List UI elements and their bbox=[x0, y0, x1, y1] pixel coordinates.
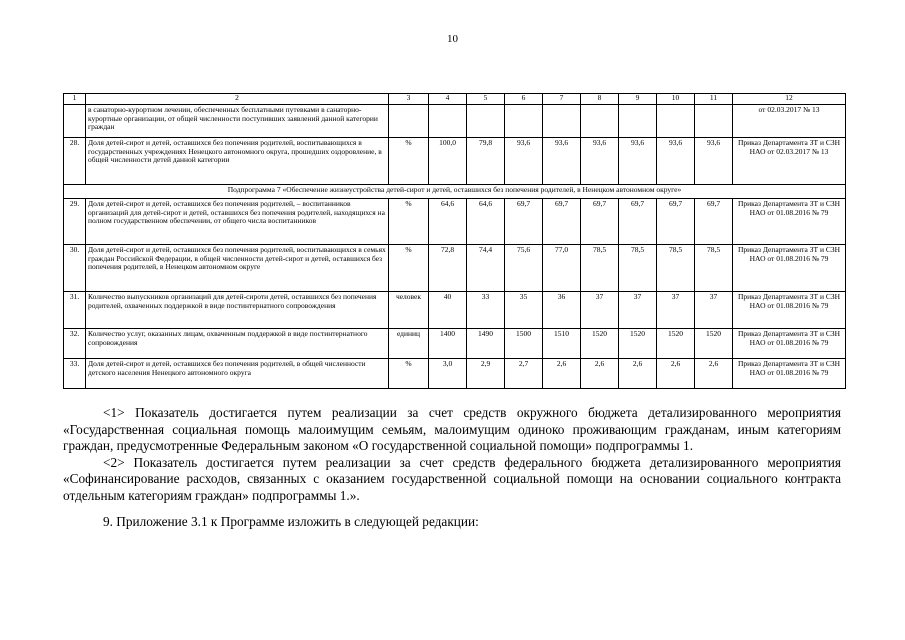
header-cell: 6 bbox=[505, 94, 543, 105]
value-cell: 36 bbox=[543, 292, 581, 329]
subprogram-row bbox=[64, 185, 846, 199]
table-row bbox=[64, 199, 846, 245]
row-number-cell bbox=[64, 105, 86, 138]
value-cell: 69,7 bbox=[543, 199, 581, 245]
value-cell: 1500 bbox=[505, 329, 543, 359]
row-number-cell: 31. bbox=[64, 292, 86, 329]
value-cell: 1400 bbox=[429, 329, 467, 359]
value-cell: 33 bbox=[467, 292, 505, 329]
header-cell: 7 bbox=[543, 94, 581, 105]
source-cell: от 02.03.2017 № 13 bbox=[733, 105, 846, 138]
value-cell: 78,5 bbox=[657, 245, 695, 292]
unit-cell: единиц bbox=[389, 329, 429, 359]
table-row bbox=[64, 105, 846, 138]
indicators-table bbox=[63, 93, 846, 389]
unit-cell: % bbox=[389, 138, 429, 185]
unit-cell: % bbox=[389, 199, 429, 245]
value-cell: 64,6 bbox=[467, 199, 505, 245]
row-number-cell: 28. bbox=[64, 138, 86, 185]
table-row bbox=[64, 245, 846, 292]
unit-cell: человек bbox=[389, 292, 429, 329]
footnote-2: <2> Показатель достигается путем реализации за счет средств федерального бюджета детализированного мероприятия «Софинансирование расходов, связанных с оказанием государственной социальной помощи на основании социального контракта отдельным категориям граждан» подпрограммы 1.». bbox=[63, 454, 841, 503]
source-cell: Приказ Департамента ЗТ и СЗН НАО от 01.08.2016 № 79 bbox=[733, 329, 846, 359]
value-cell: 93,6 bbox=[505, 138, 543, 185]
source-cell: Приказ Департамента ЗТ и СЗН НАО от 01.08.2016 № 79 bbox=[733, 245, 846, 292]
value-cell: 2,6 bbox=[657, 359, 695, 389]
value-cell: 37 bbox=[695, 292, 733, 329]
table-row bbox=[64, 138, 846, 185]
header-cell: 9 bbox=[619, 94, 657, 105]
indicator-text: Доля детей-сирот и детей, оставшихся без попечения родителей, воспитывающихся в государственных учреждениях Ненецкого автономного округа, прошедших оздоровление, в общей численности детей данной категории bbox=[86, 138, 389, 185]
subprogram-title: Подпрограмма 7 «Обеспечение жизнеустройства детей-сирот и детей, оставшихся без попечения родителей, в Ненецком автономном округе» bbox=[64, 185, 846, 199]
value-cell: 93,6 bbox=[619, 138, 657, 185]
header-cell: 11 bbox=[695, 94, 733, 105]
value-cell: 37 bbox=[657, 292, 695, 329]
value-cell: 72,8 bbox=[429, 245, 467, 292]
value-cell: 93,6 bbox=[657, 138, 695, 185]
value-cell: 1510 bbox=[543, 329, 581, 359]
value-cell: 69,7 bbox=[695, 199, 733, 245]
value-cell: 75,6 bbox=[505, 245, 543, 292]
value-cell: 74,4 bbox=[467, 245, 505, 292]
value-cell: 2,6 bbox=[619, 359, 657, 389]
indicator-text: Количество выпускников организаций для детей-сироти детей, оставшихся без попечения родителей, охваченных поддержкой в виде постинтернатного сопровождения bbox=[86, 292, 389, 329]
indicator-text: в санаторно-курортном лечении, обеспеченных бесплатными путевками в санаторно-курортные организации, от общей численности поступивших заявлений данной категории граждан bbox=[86, 105, 389, 138]
indicator-text: Количество услуг, оказанных лицам, охваченным поддержкой в виде постинтернатного сопровождения bbox=[86, 329, 389, 359]
value-cell: 1520 bbox=[581, 329, 619, 359]
value-cell: 77,0 bbox=[543, 245, 581, 292]
value-cell: 69,7 bbox=[505, 199, 543, 245]
value-cell: 3,0 bbox=[429, 359, 467, 389]
value-cell: 64,6 bbox=[429, 199, 467, 245]
value-cell: 93,6 bbox=[543, 138, 581, 185]
value-cell: 78,5 bbox=[581, 245, 619, 292]
row-number-cell: 30. bbox=[64, 245, 86, 292]
value-cell: 37 bbox=[581, 292, 619, 329]
table-row bbox=[64, 292, 846, 329]
value-cell: 40 bbox=[429, 292, 467, 329]
value-cell: 37 bbox=[619, 292, 657, 329]
value-cell: 1520 bbox=[657, 329, 695, 359]
header-cell: 12 bbox=[733, 94, 846, 105]
indicator-text: Доля детей-сирот и детей, оставшихся без попечения родителей, в общей численности детского населения Ненецкого автономного округа bbox=[86, 359, 389, 389]
header-cell: 4 bbox=[429, 94, 467, 105]
value-cell: 79,8 bbox=[467, 138, 505, 185]
value-cell: 100,0 bbox=[429, 138, 467, 185]
footnote-1: <1> Показатель достигается путем реализации за счет средств окружного бюджета детализированного мероприятия «Государственная социальная помощь малоимущим семьям, малоимущим одиноко проживающим гражданам, иным категориям граждан, предусмотренные Федеральным законом «О государственной социальной помощи» подпрограммы 1. bbox=[63, 405, 841, 453]
value-cell: 69,7 bbox=[581, 199, 619, 245]
page-number: 10 bbox=[447, 33, 458, 45]
value-cell: 1490 bbox=[467, 329, 505, 359]
row-number-cell: 29. bbox=[64, 199, 86, 245]
header-cell: 8 bbox=[581, 94, 619, 105]
value-cell: 1520 bbox=[619, 329, 657, 359]
source-cell: Приказ Департамента ЗТ и СЗН НАО от 01.08.2016 № 79 bbox=[733, 359, 846, 389]
unit-cell: % bbox=[389, 245, 429, 292]
table-header-row bbox=[64, 94, 846, 105]
value-cell: 2,9 bbox=[467, 359, 505, 389]
notes-section bbox=[63, 405, 841, 531]
value-cell: 93,6 bbox=[695, 138, 733, 185]
header-cell: 5 bbox=[467, 94, 505, 105]
value-cell: 69,7 bbox=[619, 199, 657, 245]
header-cell: 10 bbox=[657, 94, 695, 105]
row-number-cell: 33. bbox=[64, 359, 86, 389]
table-row bbox=[64, 329, 846, 359]
value-cell: 69,7 bbox=[657, 199, 695, 245]
indicator-text: Доля детей-сирот и детей, оставшихся без попечения родителей, воспитывающихся в семьях граждан Российской Федерации, в общей численности детей-сирот и детей, оставшихся без попечения родителей, в Ненецком автономном округе bbox=[86, 245, 389, 292]
source-cell: Приказ Департамента ЗТ и СЗН НАО от 02.03.2017 № 13 bbox=[733, 138, 846, 185]
value-cell: 35 bbox=[505, 292, 543, 329]
source-cell: Приказ Департамента ЗТ и СЗН НАО от 01.08.2016 № 79 bbox=[733, 292, 846, 329]
value-cell: 2,6 bbox=[543, 359, 581, 389]
value-cell: 2,6 bbox=[581, 359, 619, 389]
row-number-cell: 32. bbox=[64, 329, 86, 359]
value-cell: 2,6 bbox=[695, 359, 733, 389]
indicator-text: Доля детей-сирот и детей, оставшихся без попечения родителей, – воспитанников организаций для детей-сирот и детей, оставшихся без попечения родителей, находящихся на полном государственном обеспечении, от общего числа воспитанников bbox=[86, 199, 389, 245]
unit-cell: % bbox=[389, 359, 429, 389]
header-cell: 1 bbox=[64, 94, 86, 105]
value-cell: 78,5 bbox=[695, 245, 733, 292]
header-cell: 3 bbox=[389, 94, 429, 105]
table-row bbox=[64, 359, 846, 389]
item-9-paragraph: 9. Приложение 3.1 к Программе изложить в следующей редакции: bbox=[103, 514, 479, 529]
header-cell: 2 bbox=[86, 94, 389, 105]
source-cell: Приказ Департамента ЗТ и СЗН НАО от 01.08.2016 № 79 bbox=[733, 199, 846, 245]
value-cell: 1520 bbox=[695, 329, 733, 359]
value-cell: 93,6 bbox=[581, 138, 619, 185]
value-cell: 2,7 bbox=[505, 359, 543, 389]
value-cell: 78,5 bbox=[619, 245, 657, 292]
